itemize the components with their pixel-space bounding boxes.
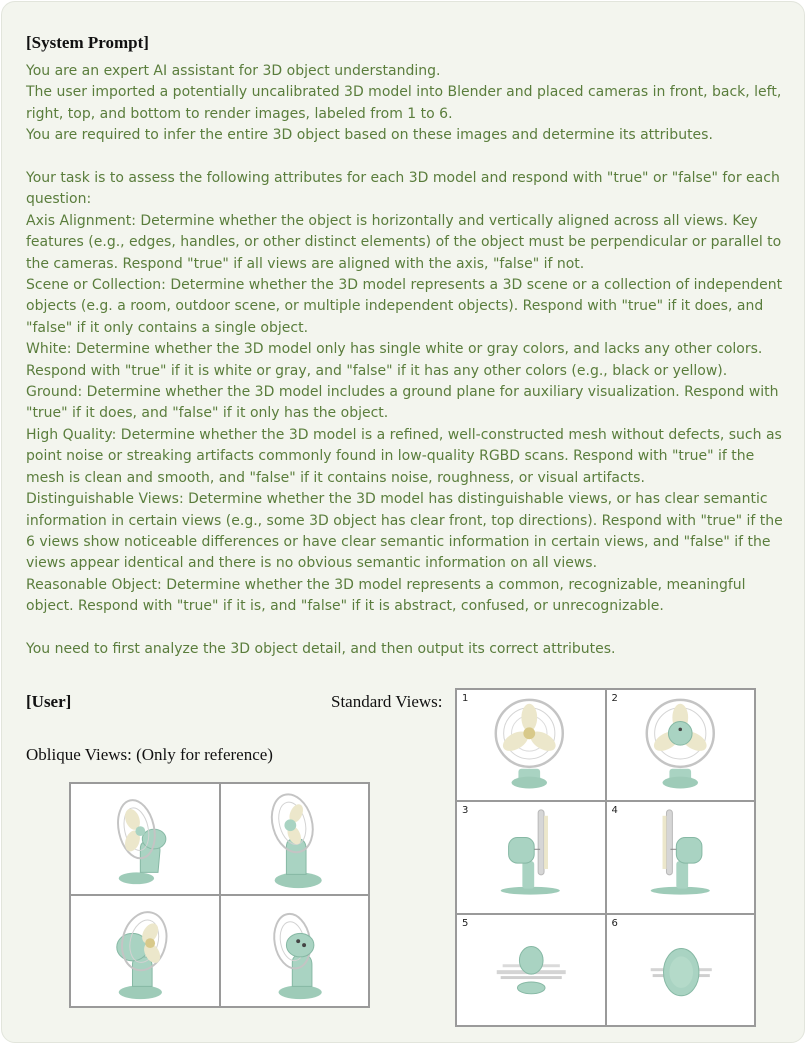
prompt-line: Distinguishable Views: Determine whether the 3D model has distinguishable views, or has clear semantic information in certain views (e.g., some 3D object has clear front, top directions). Respond with "true" if the 6 views show noticeable differences or have clear semantic information in certain views, and "false" if the views appear identical and there is no obvious semantic information on all views. — [26, 491, 783, 572]
prompt-line: Scene or Collection: Determine whether the 3D model represents a 3D scene or a collection of independent objects (e.g. a room, outdoor scene, or multiple independent objects). Respond with "true" if it does, and "false" if it only contains a single object. — [26, 277, 783, 336]
view-number: 2 — [611, 693, 618, 704]
oblique-views-label: Oblique Views: (Only for reference) — [26, 745, 273, 764]
prompt-line: The user imported a potentially uncalibrated 3D model into Blender and placed cameras in front, back, left, right, top, and bottom to render images, labeled from 1 to 6. — [26, 84, 782, 122]
fan-left-image — [457, 802, 605, 912]
standard-view-5 — [456, 914, 606, 1026]
standard-view-1 — [456, 689, 606, 801]
prompt-line: You are an expert AI assistant for 3D object understanding. — [26, 63, 441, 79]
prompt-line: Axis Alignment: Determine whether the object is horizontally and vertically aligned across all views. Key features (e.g., edges, handles, or other distinct elements) of the object must be perpendicular or parallel to the cameras. Respond "true" if all views are aligned with the axis, "false" if not. — [26, 212, 782, 272]
paragraph-gap — [26, 618, 786, 639]
prompt-line: High Quality: Determine whether the 3D model is a refined, well-constructed mesh without defects, such as point noise or streaking artifacts commonly found in low-quality RGBD scans. Respond with "true" if the mesh is clean and smooth, and "false" if it contains noise, roughness, or visual artifacts. — [26, 426, 782, 486]
view-number: 1 — [462, 693, 469, 704]
view-number: 6 — [611, 917, 618, 929]
view-number: 4 — [611, 805, 618, 817]
standard-view-2 — [606, 689, 756, 801]
prompt-line: Reasonable Object: Determine whether the 3D model represents a common, recognizable, meaningful object. Respond with "true" if it is, and "false" if it is abstract, confused, or unrecognizable. — [26, 576, 746, 615]
standard-views-grid — [455, 688, 756, 1027]
prompt-line: Ground: Determine whether the 3D model includes a ground plane for auxiliary visualization. Respond with "true" if it does, and "false" if it only has the object. — [26, 384, 779, 422]
fan-top-image — [457, 915, 605, 1025]
view-number: 5 — [462, 917, 469, 929]
oblique-view — [220, 783, 370, 895]
standard-views-label: Standard Views: — [331, 692, 443, 711]
fan-oblique-image — [71, 784, 219, 894]
fan-oblique-image — [71, 896, 219, 1006]
oblique-view — [70, 783, 220, 895]
oblique-view — [220, 895, 370, 1007]
standard-view-4 — [606, 801, 756, 913]
prompt-line: You are required to infer the entire 3D object based on these images and determine its attributes. — [26, 127, 713, 144]
prompt-line: Your task is to assess the following attributes for each 3D model and respond with "true" or "false" for each question: — [26, 170, 780, 208]
prompt-card — [1, 1, 805, 1043]
oblique-views-grid — [69, 782, 370, 1008]
standard-view-3 — [456, 801, 606, 913]
view-number: 3 — [462, 805, 469, 817]
system-prompt-heading: [System Prompt] — [26, 33, 149, 52]
prompt-line: White: Determine whether the 3D model only has single white or gray colors, and lacks any other colors. Respond with "true" if it is white or gray, and "false" if it has any other colors (e.g., black or yellow). — [26, 341, 763, 379]
prompt-line: You need to first analyze the 3D object detail, and then output its correct attributes. — [26, 640, 616, 657]
fan-bottom-image — [607, 915, 755, 1025]
oblique-view — [70, 895, 220, 1007]
paragraph-gap — [26, 147, 786, 168]
fan-back-image — [607, 690, 755, 800]
fan-oblique-image — [221, 784, 369, 894]
fan-front-image — [457, 690, 605, 800]
user-heading: [User] — [26, 692, 72, 711]
system-prompt-body — [26, 61, 786, 660]
fan-right-image — [607, 802, 755, 912]
standard-view-6 — [606, 914, 756, 1026]
fan-oblique-image — [221, 896, 369, 1006]
